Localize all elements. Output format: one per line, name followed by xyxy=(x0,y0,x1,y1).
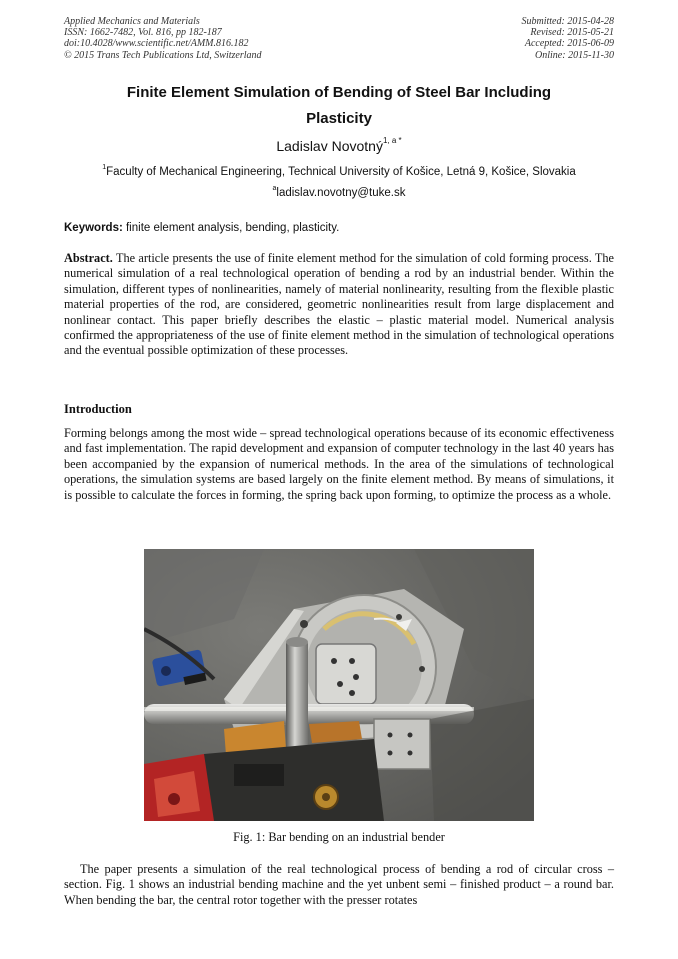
introduction-paragraph: Forming belongs among the most wide – spread technological operations because of its economic effectiveness and fast implementation. The rapid development and expansion of computer technology in the last 40 years has been accompanied by the expansion of numerical methods. In the area of the simulations of technological operations, the simulation systems are based largely on the finite element method. By means of simulations, it is possible to calculate the forces in forming, the spring back upon forming, to optimize the process as a whole. xyxy=(64,426,614,502)
email-text: ladislav.novotny@tuke.sk xyxy=(276,187,406,199)
journal-info xyxy=(64,16,262,61)
author-name: Ladislav Novotný xyxy=(276,138,383,154)
journal-issn: ISSN: 1662-7482, Vol. 816, pp 182-187 xyxy=(64,27,222,39)
journal-name: Applied Mechanics and Materials xyxy=(64,16,200,27)
author-sup: 1, a * xyxy=(382,136,402,145)
submission-dates xyxy=(522,16,615,61)
affiliation-text: Faculty of Mechanical Engineering, Technical University of Košice, Letná 9, Košice, Slovakia xyxy=(106,166,576,178)
title-line-1: Finite Element Simulation of Bending of Steel Bar Including xyxy=(126,84,552,101)
abstract-text: The article presents the use of finite element method for the simulation of cold forming process. The numerical simulation of a real technological operation of bending a rod by an industrial bender. Within the simulation, different types of nonlinearities, namely of material nonlinearity, resulting from the flexible plastic material properties of the rod, are considered, geometric nonlinearities result from large displacement and nonlinear contact. This paper briefly describes the elastic – plastic material model. Numerical analysis confirmed the appropriateness of the use of finite element method in the simulation of technological operations and the eventual possible optimization of these processes. xyxy=(64,251,614,358)
journal-doi: doi:10.4028/www.scientific.net/AMM.816.182 xyxy=(64,38,249,50)
date-accepted: Accepted: 2015-06-09 xyxy=(524,38,614,50)
keywords xyxy=(64,222,614,234)
keywords-label: Keywords: xyxy=(64,222,123,234)
email-sup: a xyxy=(272,185,277,192)
date-revised: Revised: 2015-05-21 xyxy=(530,27,614,39)
abstract xyxy=(64,251,614,359)
affiliation-sup: 1 xyxy=(102,164,107,171)
author-email xyxy=(64,185,614,199)
body-paragraph: The paper presents a simulation of the real technological process of bending a rod of circular cross – section. Fig. 1 shows an industrial bending machine and the yet unbent semi – finished product – a round bar. When bending the bar, the central rotor together with the presser rotates xyxy=(64,862,614,907)
figure-bender-photo xyxy=(144,549,534,821)
keywords-text: finite element analysis, bending, plasticity. xyxy=(122,222,340,234)
date-submitted: Submitted: 2015-04-28 xyxy=(521,16,614,27)
abstract-label: Abstract. xyxy=(64,251,113,265)
section-heading-introduction: Introduction xyxy=(64,402,132,416)
journal-copyright: © 2015 Trans Tech Publications Ltd, Switzerland xyxy=(64,49,262,61)
date-online: Online: 2015-11-30 xyxy=(535,49,614,61)
author xyxy=(64,136,614,154)
title-line-2: Plasticity xyxy=(306,110,372,127)
affiliation xyxy=(64,164,614,178)
bender-photo-illustration xyxy=(144,549,534,821)
paper-title xyxy=(64,80,614,132)
figure-caption: Fig. 1: Bar bending on an industrial bender xyxy=(233,830,445,844)
